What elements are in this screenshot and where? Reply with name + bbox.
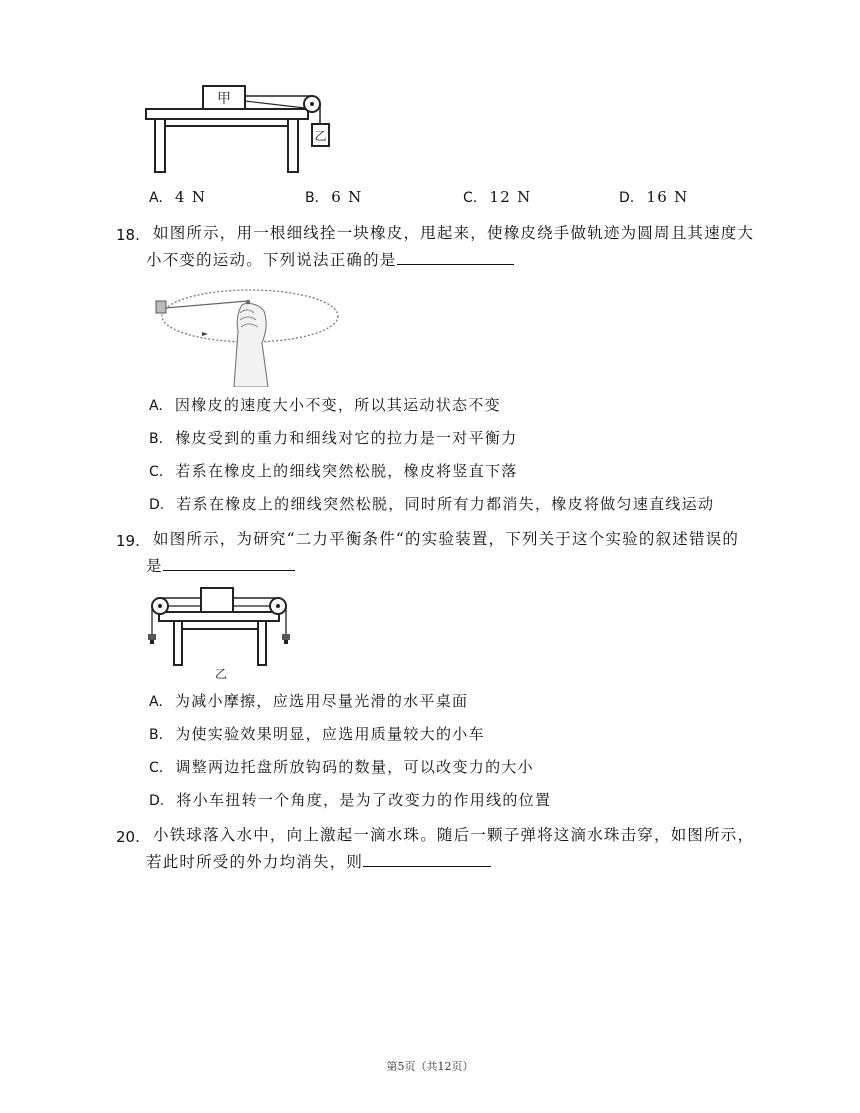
q18-option-c[interactable] <box>149 460 518 481</box>
answer-blank-18[interactable] <box>397 248 514 265</box>
question-number-18: 18. <box>116 226 140 244</box>
question-20-stem <box>153 822 773 849</box>
option-letter: A. <box>149 190 163 206</box>
option-text: 为减小摩擦，应选用尽量光滑的水平桌面 <box>174 692 469 710</box>
question-number-19: 19. <box>116 532 140 550</box>
option-text: 橡皮受到的重力和细线对它的拉力是一对平衡力 <box>175 429 518 447</box>
option-letter: C. <box>463 190 478 206</box>
figure-q18 <box>150 283 342 387</box>
q17-option-b[interactable] <box>305 188 363 206</box>
question-20-line1: 小铁球落入水中，向上激起一滴水珠。随后一颗子弹将这滴水珠击穿，如图所示， <box>153 826 755 844</box>
question-20-line2: 若此时所受的外力均消失，则 <box>146 853 364 871</box>
option-text: 将小车扭转一个角度，是为了改变力的作用线的位置 <box>176 791 552 809</box>
page-footer: 第5页（共12页） <box>386 1060 474 1073</box>
option-text: 若系在橡皮上的细线突然松脱，同时所有力都消失，橡皮将做匀速直线运动 <box>176 495 715 513</box>
question-number-20: 20. <box>116 828 140 846</box>
option-text: 调整两边托盘所放钩码的数量，可以改变力的大小 <box>175 758 534 776</box>
q17-option-d[interactable] <box>619 188 689 206</box>
option-letter: C. <box>149 464 164 480</box>
option-letter: B. <box>149 727 164 743</box>
figure-q17 <box>145 82 345 177</box>
question-18-stem <box>153 220 773 247</box>
option-text: 16 N <box>646 188 689 206</box>
option-letter: B. <box>305 190 320 206</box>
q18-option-b[interactable] <box>149 427 518 448</box>
q18-option-a[interactable] <box>149 394 501 415</box>
option-text: 若系在橡皮上的细线突然松脱，橡皮将竖直下落 <box>175 462 518 480</box>
option-text: 6 N <box>331 188 363 206</box>
weight-label-yi: 乙 <box>314 129 327 143</box>
box-label-jia: 甲 <box>217 91 231 107</box>
q18-option-d[interactable] <box>149 493 714 514</box>
q19-option-b[interactable] <box>149 723 485 744</box>
option-letter: B. <box>149 431 164 447</box>
option-text: 12 N <box>489 188 532 206</box>
answer-blank-19[interactable] <box>163 554 295 571</box>
figure-q19 <box>145 582 295 682</box>
q19-option-a[interactable] <box>149 690 468 711</box>
answer-blank-20[interactable] <box>363 850 491 867</box>
option-letter: D. <box>619 190 635 206</box>
figure-label-yi: 乙 <box>214 667 228 681</box>
option-letter: D. <box>149 793 165 809</box>
option-letter: A. <box>149 398 163 414</box>
question-19-line1: 如图所示，为研究“二力平衡条件“的实验装置，下列关于这个实验的叙述错误的 <box>153 530 740 548</box>
question-18-line2-row <box>146 247 514 274</box>
option-text: 为使实验效果明显，应选用质量较大的小车 <box>175 725 485 743</box>
question-19-line2-row <box>146 553 295 580</box>
option-text: 因橡皮的速度大小不变，所以其运动状态不变 <box>174 396 501 414</box>
option-letter: C. <box>149 760 164 776</box>
question-19-line2: 是 <box>146 557 163 575</box>
question-20-line2-row <box>146 849 491 876</box>
option-letter: D. <box>149 497 165 513</box>
question-18-line1: 如图所示，用一根细线拴一块橡皮，甩起来，使橡皮绕手做轨迹为圆周且其速度大 <box>153 224 755 242</box>
question-18-line2: 小不变的运动。下列说法正确的是 <box>146 251 397 269</box>
question-19-stem <box>153 526 773 553</box>
q19-option-c[interactable] <box>149 756 534 777</box>
option-text: 4 N <box>174 188 207 206</box>
q17-option-c[interactable] <box>463 188 532 206</box>
q17-option-a[interactable] <box>149 188 206 206</box>
option-letter: A. <box>149 694 163 710</box>
q19-option-d[interactable] <box>149 789 551 810</box>
